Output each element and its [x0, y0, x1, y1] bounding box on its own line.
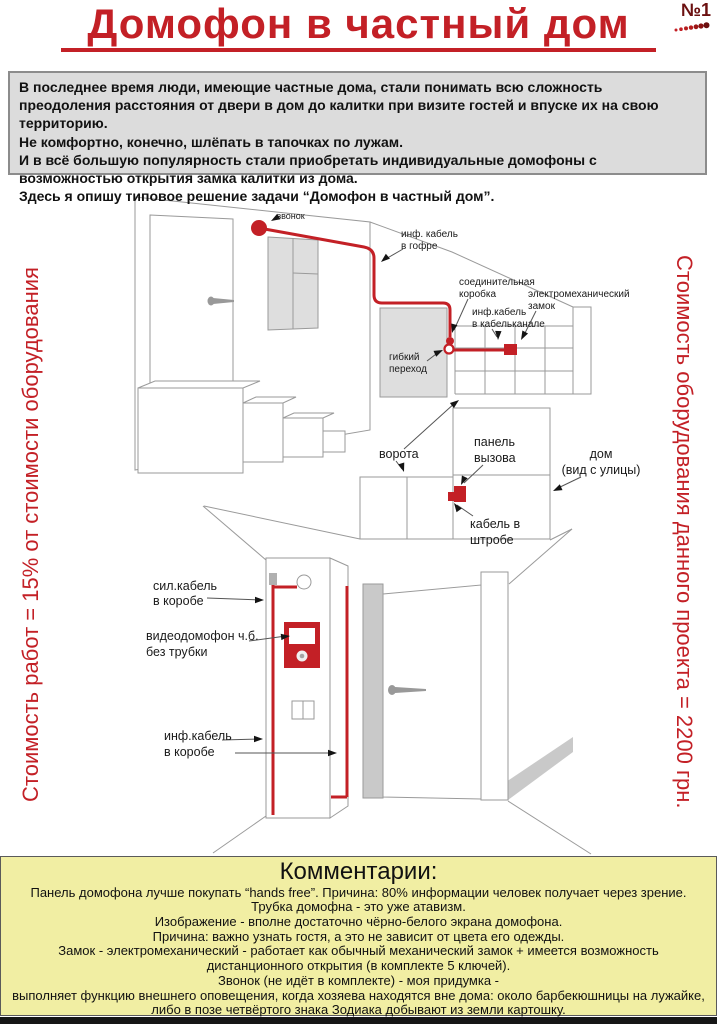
flexible-loop [445, 345, 454, 354]
label-callpanel-2: вызова [474, 451, 516, 465]
doorbell [251, 220, 267, 236]
comment-line: Звонок (не идёт в комплекте) - моя придумка - [217, 972, 500, 988]
comment-line: выполняет функцию внешнего оповещения, когда хозяева находятся вне дома: около барбекюшницы на лужайке, [12, 987, 705, 1003]
label-video-2: без трубки [146, 645, 208, 659]
label-channel-2: в кабельканале [472, 319, 545, 330]
label-lock-2: замок [528, 301, 555, 312]
interior-view [203, 506, 591, 854]
label-bell: звонок [277, 211, 305, 221]
label-house-1: дом [589, 447, 613, 461]
junction-circle [297, 575, 311, 589]
electromechanical-lock [504, 344, 517, 355]
label-flex-1: гибкий [389, 352, 420, 363]
intro-paragraph: Здесь я опишу типовое решение задачи “Домофон в частный дом”. [19, 188, 495, 205]
cable-groove-marker [448, 492, 455, 501]
label-power-1: сил.кабель [153, 579, 218, 593]
call-panel [454, 486, 466, 502]
title-block [0, 0, 717, 52]
label-junction-1: соединительная [459, 277, 535, 288]
label-groove-2: штробе [470, 533, 514, 547]
label-gofre-2: в гофре [401, 241, 438, 252]
label-video-1: видеодомофон ч.б. [146, 629, 259, 643]
cable-fastener [269, 573, 277, 585]
comment-line: Трубка домофна - это уже атавизм. [251, 899, 466, 915]
label-flex-2: переход [389, 364, 427, 375]
label-groove-1: кабель в [470, 517, 521, 531]
intro-paragraph: И в всё большую популярность стали приобретать индивидуальные домофоны с возможностью открытия замка калитки из дома. [19, 151, 597, 186]
comments-title: Комментарии: [279, 858, 438, 885]
comment-line: Причина: важно узнать гостя, а это не зависит от цвета его одежды. [152, 928, 565, 944]
comment-line: дистанционного открытия (в комплекте 5 ключей). [206, 958, 511, 974]
left-cost-text: Стоимость работ = 15% от стоимости оборудования [18, 267, 43, 803]
intro-box [8, 71, 707, 205]
number-badge-dots-icon [673, 21, 711, 33]
door-frame-right [481, 572, 508, 800]
fence-pillar [573, 307, 591, 394]
label-info-2: в коробе [164, 745, 215, 759]
comment-line: Изображение - вполне достаточно чёрно-белого экрана домофона. [154, 914, 563, 929]
comment-line: Панель домофона лучше покупать “hands free”. Причина: 80% информации человек получает через зрение. [30, 884, 687, 900]
label-house-2: (вид с улицы) [561, 463, 641, 477]
street-view [360, 408, 550, 539]
label-lock-1: электромеханический [528, 289, 630, 300]
house-door [150, 215, 233, 393]
label-gates: ворота [379, 447, 419, 461]
door-jamb [363, 584, 383, 798]
label-junction-2: коробка [459, 289, 497, 300]
comment-line: Замок - электромеханический - работает как обычный механический замок + имеется возможность [58, 943, 659, 959]
number-badge: №1 [680, 0, 711, 20]
label-gofre-1: инф. кабель [401, 229, 458, 240]
bottom-bar [0, 1017, 717, 1024]
intro-paragraph: Не комфортно, конечно, шлёпать в тапочках по лужам. [19, 133, 403, 150]
intro-paragraph: В последнее время люди, имеющие частные дома, стали понимать всю сложность преодоления расстояния от двери в дом до калитки при визите гостей и впуске их на свою территорию. [19, 79, 659, 132]
label-callpanel-1: панель [474, 435, 515, 449]
wall-column-side [330, 558, 348, 818]
comment-line: либо в позе четвёртого знака Зодиака добывают из земли картошку. [151, 1002, 566, 1018]
video-intercom [284, 622, 320, 668]
label-channel-1: инф.кабель [472, 307, 527, 318]
label-info-1: инф.кабель [164, 729, 232, 743]
comments-box [0, 856, 717, 1016]
label-power-2: в коробе [153, 594, 204, 608]
right-cost-text: Стоимость оборудования данного проекта = 2200 грн. [672, 255, 697, 809]
house-window [268, 237, 318, 330]
page-title: Домофон в частный дом [61, 2, 655, 52]
wall-column [266, 558, 330, 818]
